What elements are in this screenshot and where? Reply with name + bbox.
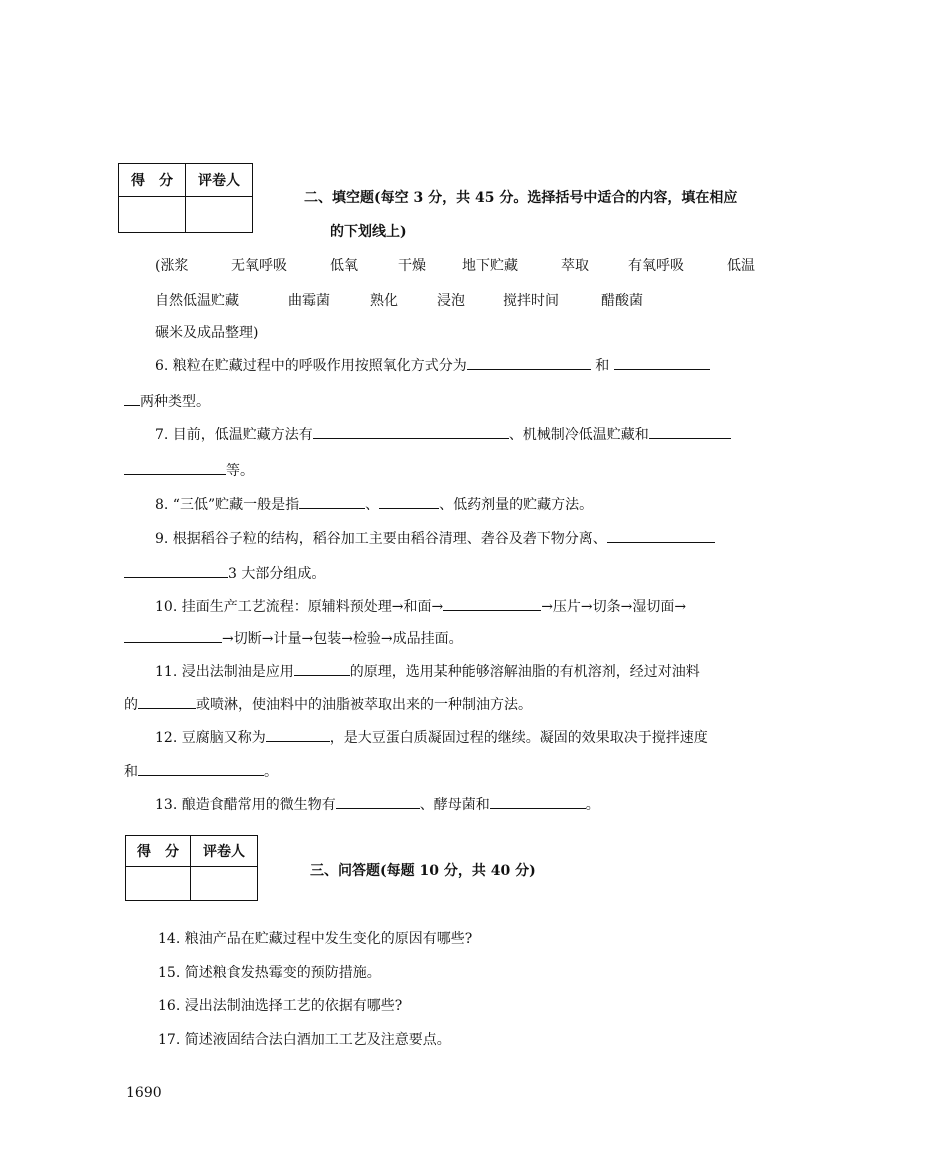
answer-blank[interactable]: [124, 563, 228, 578]
word-bank-item: 有氧呼吸: [628, 258, 684, 274]
question-7: [155, 424, 731, 444]
score-header: 得 分: [119, 164, 186, 197]
answer-blank[interactable]: [443, 596, 541, 611]
word-bank-item: 醋酸菌: [601, 293, 643, 309]
question-16: 16. 浸出法制油选择工艺的依据有哪些?: [158, 998, 403, 1014]
answer-blank[interactable]: [138, 761, 264, 776]
q11-text: 11. 浸出法制油是应用: [155, 664, 294, 680]
section3-title: 三、问答题(每题 10 分，共 40 分): [310, 863, 536, 879]
question-12: [155, 727, 708, 747]
score-header: 得 分: [126, 836, 191, 867]
q10-text: →切断→计量→包装→检验→成品挂面。: [222, 631, 463, 647]
answer-blank[interactable]: [614, 355, 710, 370]
question-9-cont: [124, 563, 325, 583]
q8-text: 、: [365, 497, 380, 513]
section2-title-line1: 二、填空题(每空 3 分，共 45 分。选择括号中适合的内容，填在相应: [304, 190, 738, 206]
question-6: [155, 355, 710, 375]
answer-blank[interactable]: [467, 355, 591, 370]
answer-blank[interactable]: [138, 694, 196, 709]
word-bank-item: 低温: [727, 258, 755, 274]
word-bank-item: 地下贮藏: [462, 258, 518, 274]
q7-text: 等。: [226, 463, 254, 479]
score-cell: [126, 867, 191, 901]
q12-text: 12. 豆腐脑又称为: [155, 730, 266, 746]
q7-text: 、机械制冷低温贮藏和: [508, 427, 649, 443]
q6-text: 和: [595, 358, 610, 374]
word-bank-item: 搅拌时间: [503, 293, 559, 309]
question-13: [155, 794, 600, 814]
page-number: 1690: [126, 1085, 162, 1101]
q13-text: 。: [585, 797, 600, 813]
question-11: [155, 661, 700, 681]
answer-blank[interactable]: [124, 460, 226, 475]
score-table-section3: [125, 835, 258, 901]
question-9: [155, 528, 715, 548]
q6-text: 6. 粮粒在贮藏过程中的呼吸作用按照氧化方式分为: [155, 358, 467, 374]
q8-text: 、低药剂量的贮藏方法。: [439, 497, 594, 513]
word-bank-item: 干燥: [398, 258, 426, 274]
question-6-cont: [124, 391, 210, 411]
question-10-cont: [124, 628, 463, 648]
word-bank-item: 无氧呼吸: [231, 258, 287, 274]
word-bank-item: 熟化: [370, 293, 398, 309]
answer-blank[interactable]: [313, 424, 509, 439]
q6-text: 两种类型。: [140, 394, 210, 410]
grader-cell: [186, 197, 253, 233]
answer-blank[interactable]: [490, 794, 586, 809]
answer-blank[interactable]: [379, 494, 439, 509]
q11-text: 或喷淋，使油料中的油脂被萃取出来的一种制油方法。: [196, 697, 532, 713]
answer-blank[interactable]: [294, 661, 350, 676]
answer-blank[interactable]: [607, 528, 715, 543]
q9-text: 9. 根据稻谷子粒的结构，稻谷加工主要由稻谷清理、砻谷及砻下物分离、: [155, 531, 607, 547]
q12-text: ，是大豆蛋白质凝固过程的继续。凝固的效果取决于搅拌速度: [329, 730, 708, 746]
q13-text: 13. 酿造食醋常用的微生物有: [155, 797, 336, 813]
q13-text: 、酵母菌和: [419, 797, 490, 813]
q11-text: 的原理，选用某种能够溶解油脂的有机溶剂，经过对油料: [349, 664, 700, 680]
answer-blank[interactable]: [124, 391, 140, 406]
score-table-section2: [118, 163, 253, 233]
word-bank-item: 自然低温贮藏: [155, 293, 239, 309]
question-17: 17. 简述液固结合法白酒加工工艺及注意要点。: [158, 1032, 451, 1048]
question-12-cont: [124, 761, 278, 781]
answer-blank[interactable]: [649, 424, 731, 439]
answer-blank[interactable]: [336, 794, 420, 809]
grader-cell: [191, 867, 258, 901]
question-7-cont: [124, 460, 254, 480]
answer-blank[interactable]: [266, 727, 330, 742]
q11-text: 的: [124, 697, 138, 713]
word-bank-item: 曲霉菌: [288, 293, 330, 309]
grader-header: 评卷人: [186, 164, 253, 197]
question-10: [155, 596, 686, 616]
question-15: 15. 简述粮食发热霉变的预防措施。: [158, 965, 381, 981]
word-bank-item: 萃取: [561, 258, 589, 274]
answer-blank[interactable]: [299, 494, 365, 509]
section2-title-line2: 的下划线上): [330, 224, 407, 240]
question-11-cont: [124, 694, 532, 714]
q12-text: 。: [264, 764, 278, 780]
q10-text: 10. 挂面生产工艺流程：原辅料预处理→和面→: [155, 599, 444, 615]
question-8: [155, 494, 593, 514]
q7-text: 7. 目前，低温贮藏方法有: [155, 427, 313, 443]
q9-text: 3 大部分组成。: [228, 566, 326, 582]
question-14: 14. 粮油产品在贮藏过程中发生变化的原因有哪些?: [158, 931, 473, 947]
answer-blank[interactable]: [124, 628, 222, 643]
word-bank-item: (涨浆: [155, 258, 189, 274]
word-bank-item: 浸泡: [437, 293, 465, 309]
word-bank-row3: 碾米及成品整理): [155, 325, 259, 341]
q12-text: 和: [124, 764, 138, 780]
q10-text: →压片→切条→湿切面→: [541, 599, 687, 615]
word-bank-item: 低氧: [330, 258, 358, 274]
grader-header: 评卷人: [191, 836, 258, 867]
score-cell: [119, 197, 186, 233]
q8-text: 8. “三低”贮藏一般是指: [155, 497, 300, 513]
